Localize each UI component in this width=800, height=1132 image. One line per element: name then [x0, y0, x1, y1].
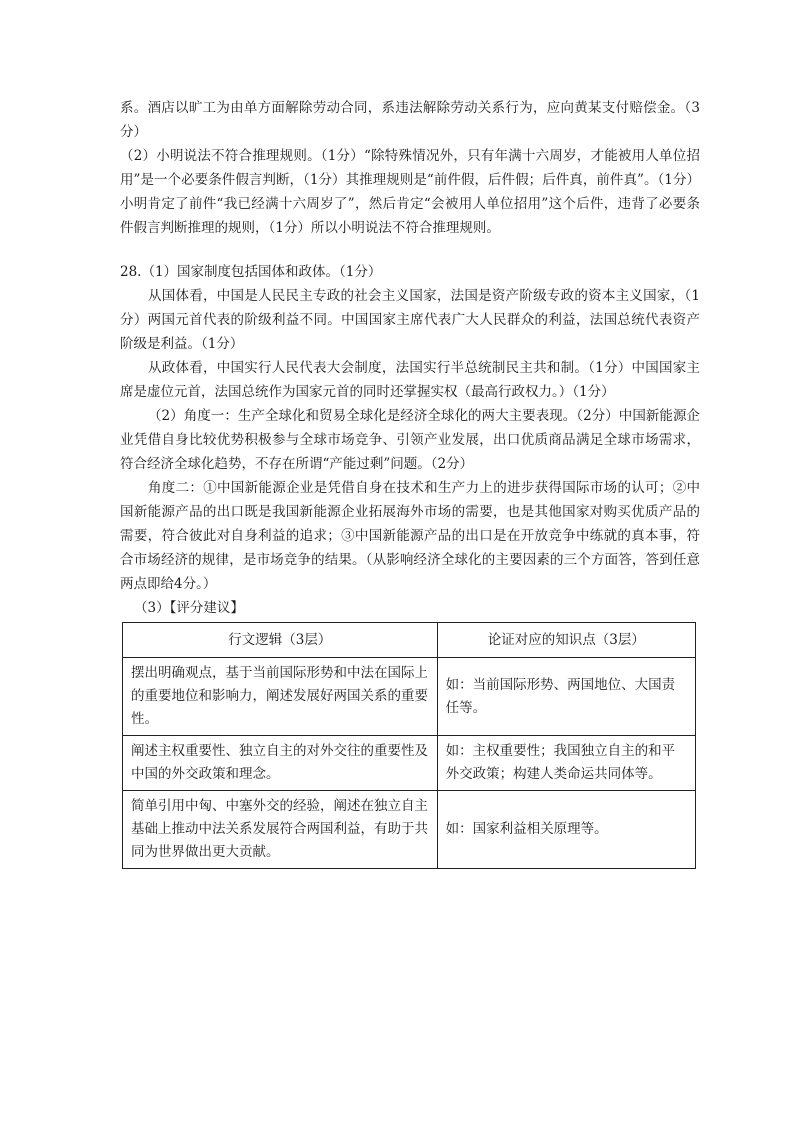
answer-document — [120, 96, 700, 869]
table-cell-knowledge: 如：国家利益相关原理等。 — [437, 791, 695, 869]
paragraph-q28-part2-angle1: （2）角度一：生产全球化和贸易全球化是经济全球化的两大主要表现。（2分）中国新能源企业凭借自身比较优势积极参与全球市场竞争、引领产业发展，出口优质商品满足全球市场需求，符合经济全球化趋势，不存在所谓“产能过剩”问题。（2分） — [120, 408, 700, 472]
table-row — [123, 658, 696, 736]
table-row — [123, 736, 696, 791]
paragraph-q28-part1-heading: 28.（1）国家制度包括国体和政体。（1分） — [120, 264, 382, 280]
paragraph-q28-state-system: 从国体看，中国是人民民主专政的社会主义国家，法国是资产阶级专政的资本主义国家，（1分）两国元首代表的阶级利益不同。中国国家主席代表广大人民群众的利益，法国总统代表资产阶级是利益。（1分） — [120, 288, 700, 352]
score-table-header-row — [123, 623, 696, 658]
score-suggestion-label: （3）【评分建议】 — [134, 600, 244, 616]
table-cell-logic: 简单引用中匈、中塞外交的经验，阐述在独立自主基础上推动中法关系发展符合两国利益，有助于共同为世界做出更大贡献。 — [123, 791, 438, 869]
table-cell-logic: 摆出明确观点，基于当前国际形势和中法在国际上的重要地位和影响力，阐述发展好两国关系的重要性。 — [123, 658, 438, 736]
paragraph-q27-part1-end: 系。酒店以旷工为由单方面解除劳动合同，系违法解除劳动关系行为，应向黄某支付赔偿金。（3分） — [120, 100, 700, 140]
paragraph-q27-part2: （2）小明说法不符合推理规则。（1分）“除特殊情况外，只有年满十六周岁，才能被用人单位招用”是一个必要条件假言判断，（1分）其推理规则是“前件假，后件假；后件真，前件真”。（1分）小明肯定了前件“我已经满十六周岁了”，然后肯定“会被用人单位招用”这个后件，违背了必要条件假言判断推理的规则，（1分）所以小明说法不符合推理规则。 — [120, 148, 700, 236]
table-cell-knowledge: 如：主权重要性；我国独立自主的和平外交政策；构建人类命运共同体等。 — [437, 736, 695, 791]
table-cell-logic: 阐述主权重要性、独立自主的对外交往的重要性及中国的外交政策和理念。 — [123, 736, 438, 791]
paragraph-q28-part2-angle2: 角度二：①中国新能源企业是凭借自身在技术和生产力上的进步获得国际市场的认可；②中国新能源产品的出口既是我国新能源企业拓展海外市场的需要，也是其他国家对购买优质产品的需要，符合彼此对自身利益的追求；③中国新能源产品的出口是在开放竞争中练就的真本事，符合市场经济的规律，是市场竞争的结果。（从影响经济全球化的主要因素的三个方面答，答到任意两点即给4分。） — [120, 480, 700, 592]
table-cell-knowledge: 如：当前国际形势、两国地位、大国责任等。 — [437, 658, 695, 736]
paragraph-q28-government-system: 从政体看，中国实行人民代表大会制度，法国实行半总统制民主共和制。（1分）中国国家主席是虚位元首，法国总统作为国家元首的同时还掌握实权（最高行政权力。）（1分） — [120, 360, 700, 400]
score-table-header-logic: 行文逻辑（3层） — [123, 623, 438, 658]
section-gap — [120, 240, 700, 260]
score-table — [122, 622, 696, 869]
table-row — [123, 791, 696, 869]
score-table-header-knowledge: 论证对应的知识点（3层） — [437, 623, 695, 658]
